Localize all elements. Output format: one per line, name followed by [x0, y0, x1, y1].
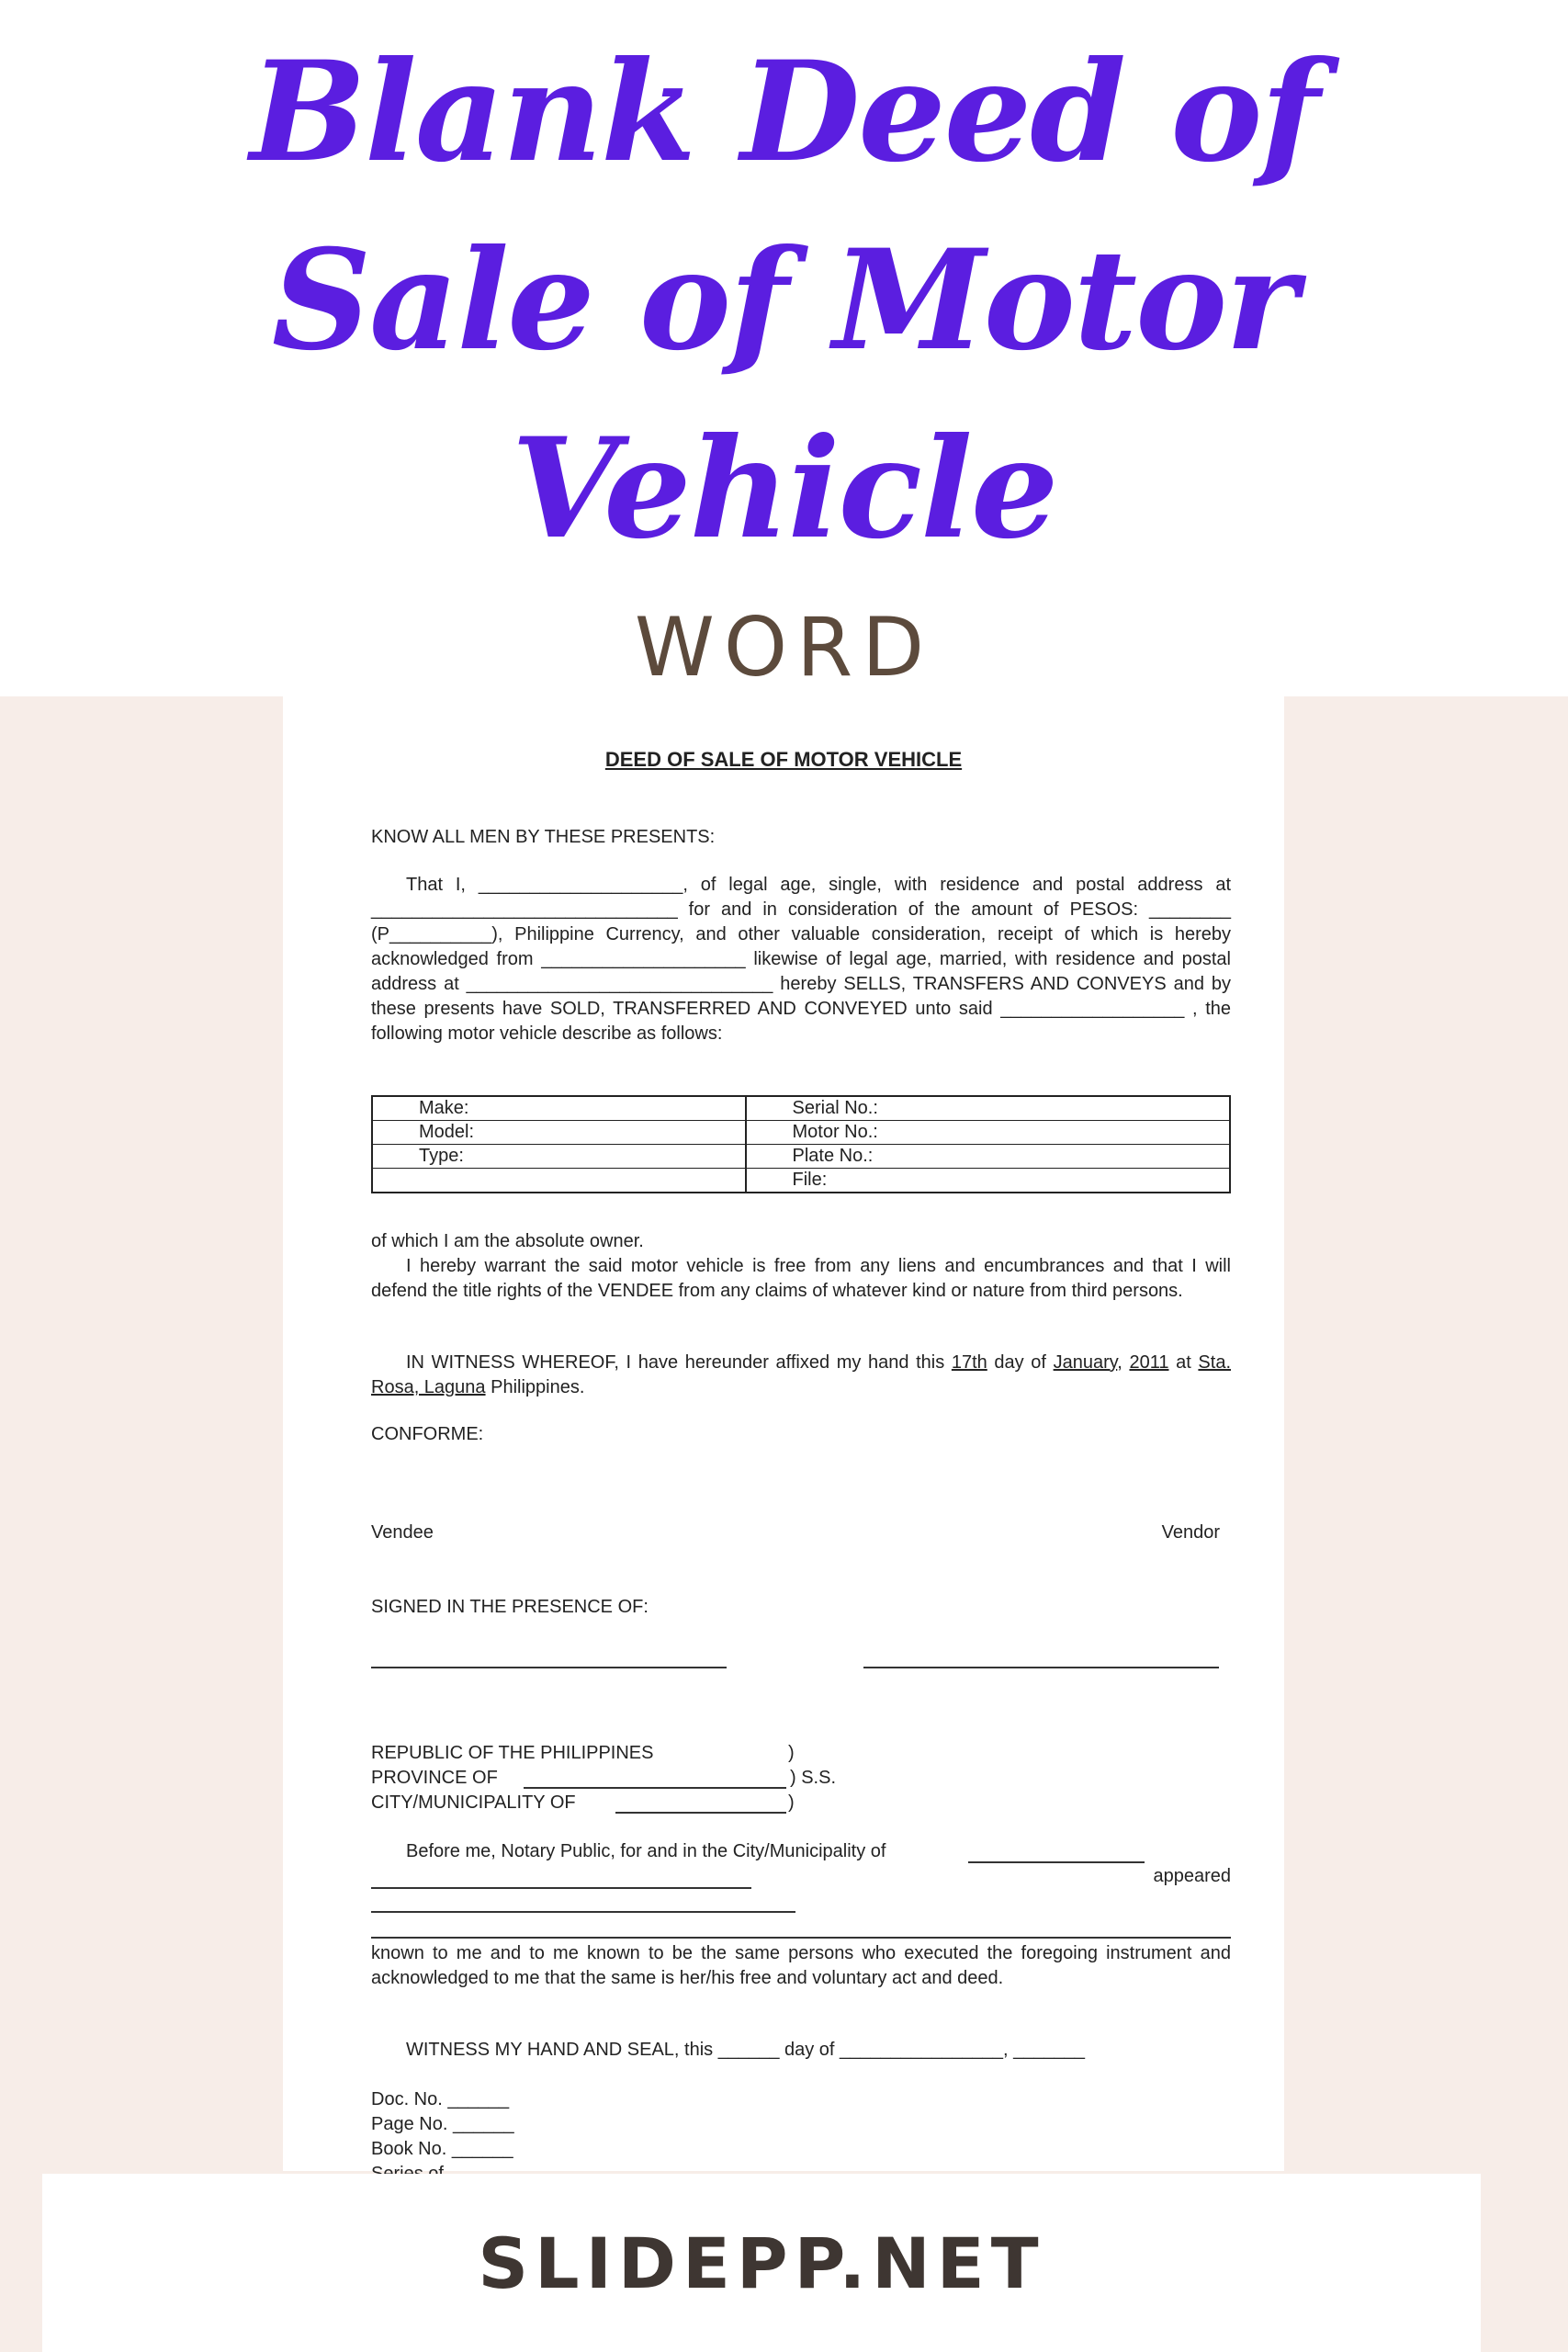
site-name[interactable]: SLIDEPP.NET [478, 2222, 1045, 2304]
witness-month: January [1053, 1352, 1118, 1373]
vendee-label: Vendee [371, 1522, 434, 1543]
witness-pre: IN WITNESS WHEREOF, I have hereunder affixed my hand this [406, 1352, 952, 1373]
witness-comma: , [1117, 1352, 1130, 1373]
document-preview [283, 696, 1284, 2171]
witness-mid: day of [987, 1352, 1054, 1373]
table-row [372, 1145, 1230, 1169]
appearer-blank [371, 1887, 751, 1889]
witness-paragraph [371, 1351, 1231, 1400]
owner-line: of which I am the absolute owner. [371, 1231, 644, 1251]
province-suffix: ) S.S. [790, 1768, 837, 1788]
province-label: PROVINCE OF [371, 1768, 498, 1788]
table-cell: File: [746, 1169, 1231, 1193]
known-paragraph: known to me and to me known to be the same persons who executed the foregoing instrument and acknowledged to me that the same is her/his free and voluntary act and deed. [371, 1943, 1231, 1988]
table-cell: Motor No.: [746, 1121, 1231, 1145]
page-no-line: Page No. ______ [371, 2114, 514, 2134]
doc-no-line: Doc. No. ______ [371, 2089, 510, 2109]
format-subtitle: WORD [634, 600, 934, 695]
opening-line: KNOW ALL MEN BY THESE PRESENTS: [371, 827, 716, 847]
notary-city-blank [968, 1861, 1145, 1863]
body-paragraph: That I, ____________________, of legal age, single, with residence and postal address at ______________________________ for and in consideration of the amount of PESOS: ________ (P__________), Philippine Currency, and other valuable consideration, receipt of which is hereby acknowledged from ____________________ likewise of legal age, married, with residence and postal address at ______________________________ hereby SELLS, TRANSFERS AND CONVEYS and by these presents have SOLD, TRANSFERRED AND CONVEYED unto said __________________ , the following motor vehicle describe as follows: [371, 875, 1231, 1044]
witness-post: Philippines. [485, 1377, 585, 1397]
republic-paren: ) [788, 1743, 795, 1763]
title-line-1: Blank Deed of [250, 31, 1318, 193]
warranty-paragraph: I hereby warrant the said motor vehicle is free from any liens and encumbrances and that I will defend the title rights of the VENDEE from any claims of whatever kind or nature from third persons. [371, 1256, 1231, 1301]
witness-signature-line [371, 1667, 727, 1668]
page-title [0, 0, 1568, 583]
witness-hand-line: WITNESS MY HAND AND SEAL, this ______ day of ________________, _______ [406, 2040, 1085, 2060]
title-line-2: Sale of Motor [271, 220, 1297, 381]
conforme-label: CONFORME: [371, 1424, 484, 1444]
table-cell: Model: [372, 1121, 746, 1145]
table-row [372, 1121, 1230, 1145]
notary-paragraph: Before me, Notary Public, for and in the City/Municipality of [406, 1841, 886, 1861]
appearer-blank [371, 1911, 795, 1913]
witness-at: at [1168, 1352, 1199, 1373]
footer-banner [42, 2174, 1481, 2352]
city-paren: ) [788, 1792, 795, 1813]
table-row [372, 1096, 1230, 1121]
witness-day: 17th [951, 1352, 987, 1373]
appeared-label: appeared [1153, 1866, 1231, 1886]
vendor-label: Vendor [1161, 1522, 1220, 1543]
signed-presence-label: SIGNED IN THE PRESENCE OF: [371, 1597, 649, 1617]
table-row [372, 1169, 1230, 1193]
book-no-line: Book No. ______ [371, 2139, 513, 2159]
hero-header [0, 0, 1568, 698]
city-blank [615, 1812, 786, 1814]
city-label: CITY/MUNICIPALITY OF [371, 1792, 576, 1813]
title-line-3: Vehicle [511, 408, 1057, 570]
table-cell [372, 1169, 746, 1193]
province-blank [524, 1787, 786, 1789]
witness-year: 2011 [1129, 1352, 1169, 1373]
table-cell: Type: [372, 1145, 746, 1169]
table-cell: Make: [372, 1096, 746, 1121]
witness-signature-line [863, 1667, 1219, 1668]
vehicle-details-table [371, 1095, 1231, 1193]
appearer-blank [371, 1937, 1231, 1939]
republic-label: REPUBLIC OF THE PHILIPPINES [371, 1743, 654, 1763]
witness-place: Sta. Rosa, Laguna [371, 1352, 1231, 1397]
table-cell: Plate No.: [746, 1145, 1231, 1169]
document-title: DEED OF SALE OF MOTOR VEHICLE [604, 748, 963, 771]
table-cell: Serial No.: [746, 1096, 1231, 1121]
